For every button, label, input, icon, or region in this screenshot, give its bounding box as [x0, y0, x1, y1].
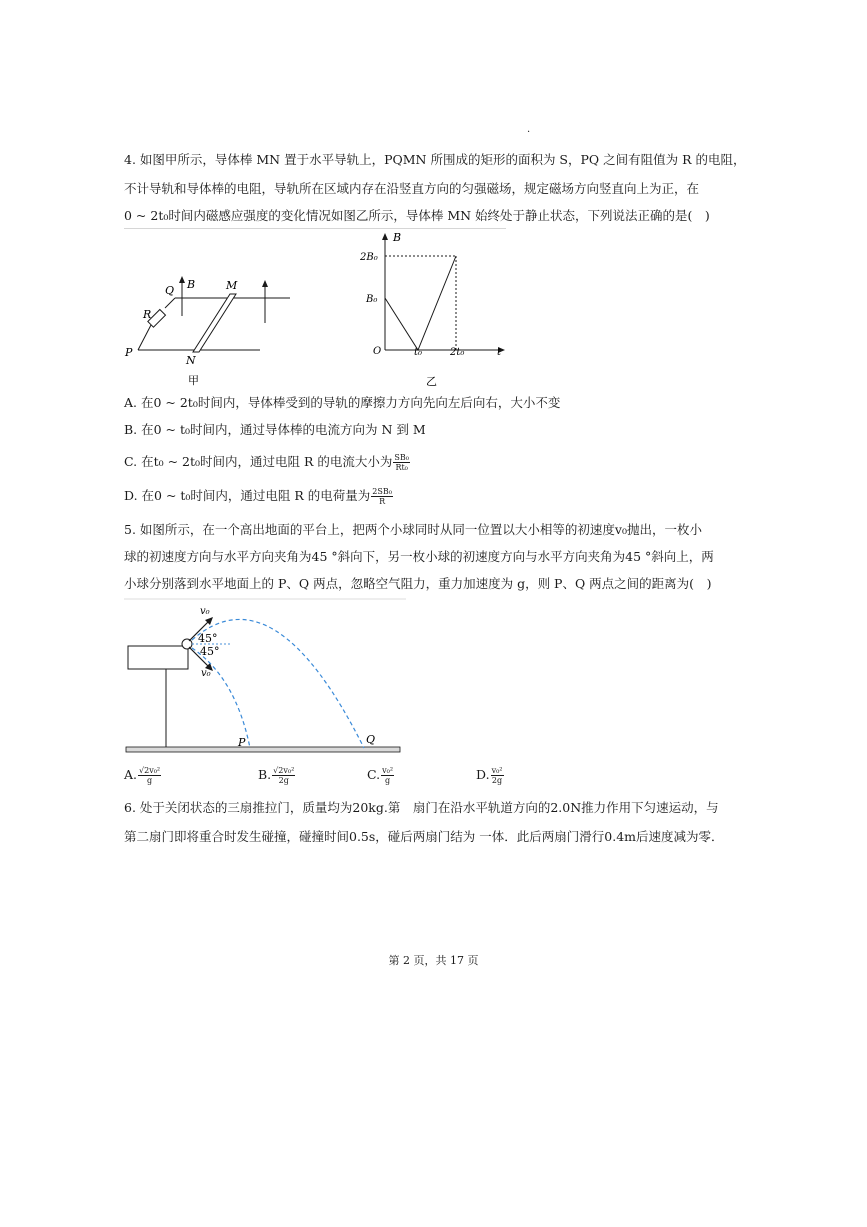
wire-pq-upper [165, 298, 175, 308]
q5-option-c-fraction [381, 766, 394, 785]
fraction-numerator: 2SB₀ [372, 487, 392, 496]
fraction-numerator: SB₀ [394, 453, 409, 462]
q5-figure [124, 598, 406, 760]
q6-line-2: 第二扇门即将重合时发生碰撞，碰撞时间0.5s，碰后两扇门结为 一体．此后两扇门滑行0.4m后速度减为零． [124, 829, 724, 844]
top-mark: . [527, 124, 531, 135]
label-q: Q [366, 733, 376, 746]
q4-option-c-text: C. 在t₀ ~ 2t₀时间内，通过电阻 R 的电流大小为 [124, 454, 393, 469]
option-label: C. [367, 767, 381, 782]
trajectory-q [192, 619, 364, 748]
fraction-numerator: v₀² [382, 766, 394, 775]
page-footer: 第 2 页，共 17 页 [388, 954, 479, 967]
b-t-curve [385, 256, 456, 350]
fraction-denominator: 2g [278, 776, 289, 785]
label-b0: B₀ [366, 294, 378, 305]
fraction-numerator: √2v₀² [273, 766, 295, 775]
q4-figure-jia [120, 268, 300, 390]
option-label: B. [258, 767, 272, 782]
q5-option-a-fraction [138, 766, 161, 785]
q5-line-2: 球的初速度方向与水平方向夹角为45 °斜向下，另一枚小球的初速度方向与水平方向夹角为45 °斜向上，两 [124, 549, 714, 564]
label-angle-up: 45° [198, 632, 218, 645]
trajectory-p [192, 648, 250, 748]
label-r: R [143, 308, 152, 321]
q4-figure-yi [360, 228, 520, 390]
q5-option-b-fraction [272, 766, 295, 785]
q4-option-c [124, 453, 411, 472]
label-t: t [497, 347, 502, 358]
label-v0-down: v₀ [201, 668, 211, 679]
q4-option-d-text: D. 在0 ~ t₀时间内，通过电阻 R 的电荷量为 [124, 488, 371, 503]
q5-option-a [124, 766, 162, 785]
q4-option-c-fraction [393, 453, 410, 472]
q4-line-2: 不计导轨和导体棒的电阻，导轨所在区域内存在沿竖直方向的匀强磁场，规定磁场方向竖直向上为正，在 [124, 181, 700, 196]
label-v0-up: v₀ [200, 606, 210, 617]
q6-line-1: 6. 处于关闭状态的三扇推拉门，质量均为20kg.第 扇门在沿水平轨道方向的2.0N推力作用下匀速运动，与 [124, 800, 719, 815]
q4-option-d-fraction [371, 487, 393, 506]
q4-option-d [124, 487, 394, 506]
fraction-denominator: g [147, 776, 153, 785]
label-m: M [226, 279, 238, 292]
q4-line-3: 0 ~ 2t₀时间内磁感应强度的变化情况如图乙所示，导体棒 MN 始终处于静止状态，下列说法正确的是( ) [124, 208, 710, 223]
label-p: P [238, 736, 246, 749]
q5-line-1: 5. 如图所示，在一个高出地面的平台上，把两个小球同时从同一位置以大小相等的初速度v₀抛出，一枚小 [124, 522, 702, 537]
q5-option-b [258, 766, 296, 785]
fraction-numerator: √2v₀² [139, 766, 161, 775]
label-b: B [187, 278, 196, 291]
ball [182, 639, 192, 649]
platform [128, 646, 188, 669]
q4-line-1: 4. 如图甲所示，导体棒 MN 置于水平导轨上，PQMN 所围成的矩形的面积为 S，PQ 之间有阻值为 R 的电阻， [124, 152, 746, 167]
label-b-axis: B [393, 231, 402, 244]
label-t0: t₀ [414, 347, 423, 358]
label-p: P [125, 346, 133, 359]
fraction-denominator: R [379, 497, 386, 506]
q4-option-b: B. 在0 ~ t₀时间内，通过导体棒的电流方向为 N 到 M [124, 422, 426, 437]
label-q: Q [165, 284, 175, 297]
fraction-numerator: v₀² [491, 766, 503, 775]
label-o: O [373, 346, 382, 357]
fraction-denominator: g [385, 776, 391, 785]
label-angle-down: 45° [200, 645, 220, 658]
q5-option-c [367, 766, 395, 785]
label-n: N [186, 354, 196, 367]
conductor-rod-mn [193, 294, 236, 352]
fraction-denominator: Rt₀ [395, 463, 408, 472]
option-label: A. [124, 767, 138, 782]
q5-line-3: 小球分别落到水平地面上的 P、Q 两点，忽略空气阻力，重力加速度为 g，则 P、Q 两点之间的距离为( ) [124, 576, 712, 591]
fraction-denominator: 2g [491, 776, 503, 785]
ground [126, 747, 400, 752]
q5-option-d-fraction [491, 766, 504, 785]
caption-yi: 乙 [426, 375, 437, 388]
wire-pq-lower [138, 325, 151, 350]
q5-option-d [476, 766, 505, 785]
label-2b0: 2B₀ [360, 252, 378, 263]
option-label: D. [476, 767, 490, 782]
label-2t0: 2t₀ [450, 347, 465, 358]
caption-jia: 甲 [188, 374, 199, 387]
q4-option-a: A. 在0 ~ 2t₀时间内，导体棒受到的导轨的摩擦力方向先向左后向右，大小不变 [124, 395, 561, 410]
